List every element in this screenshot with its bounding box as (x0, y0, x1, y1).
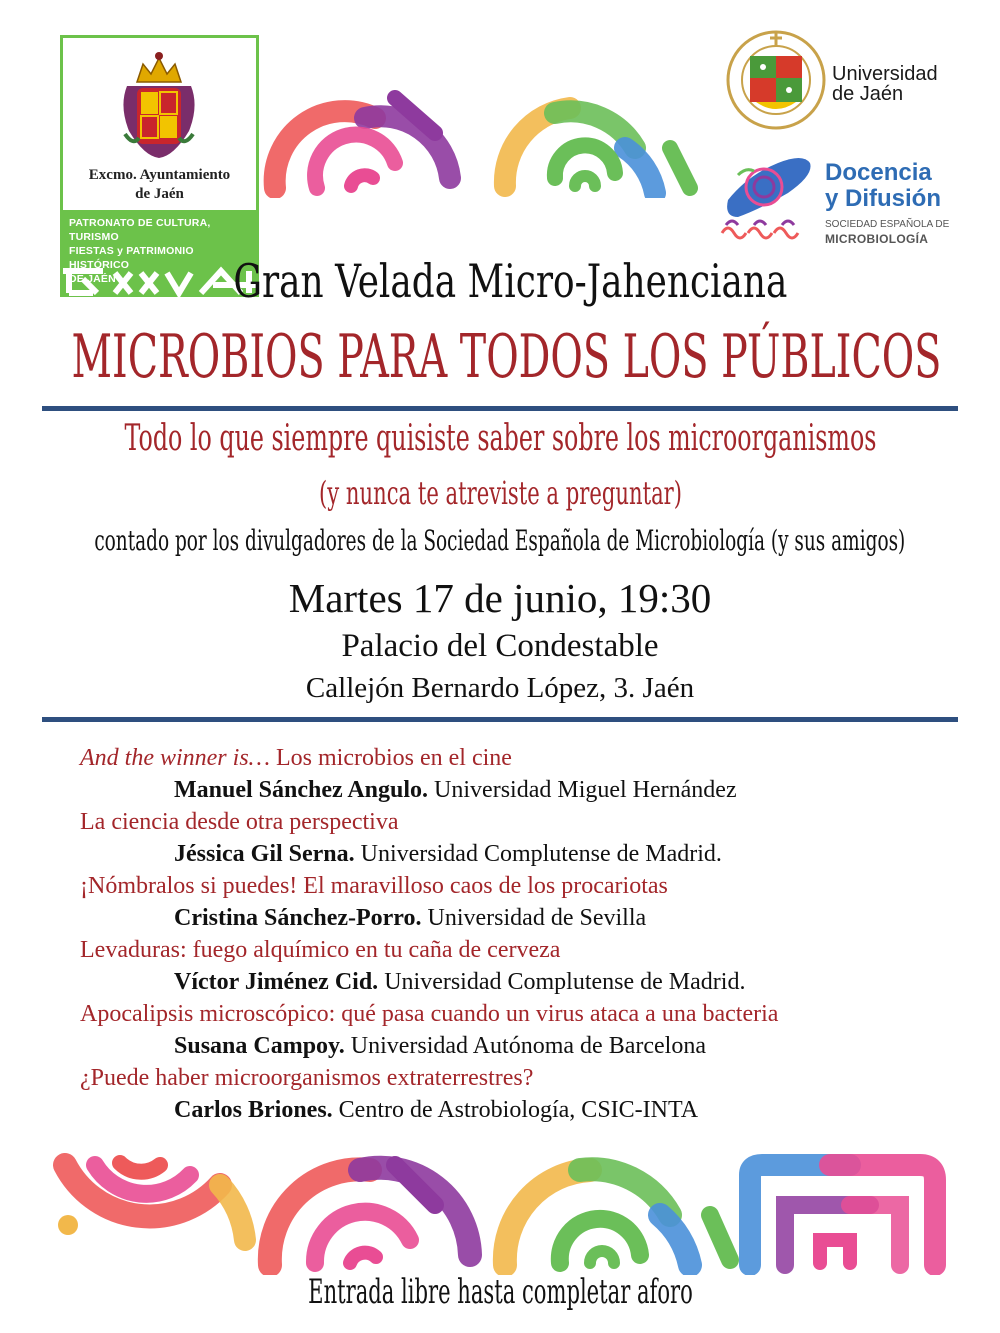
talk-item (80, 742, 960, 806)
talk-speaker: Cristina Sánchez-Porro. Universidad de Sevilla (174, 905, 647, 931)
ayuntamiento-name: Excmo. Ayuntamiento de Jaén (88, 167, 231, 202)
event-title: Gran Velada Micro-Jahenciana (233, 254, 788, 308)
coat-of-arms-icon (119, 46, 199, 166)
event-address: Callejón Bernardo López, 3. Jaén (305, 672, 695, 704)
talk-item (80, 870, 960, 934)
divider-bottom (42, 717, 958, 722)
talk-item (80, 998, 960, 1062)
talk-title: ¿Puede haber microorganismos extraterrestres? (80, 1065, 534, 1091)
docencia-title: Docencia y Difusión (825, 159, 942, 212)
talk-speaker: Manuel Sánchez Angulo. Universidad Miguel Hernández (174, 777, 737, 803)
microbe-logo-icon (718, 145, 818, 240)
talk-title: La ciencia desde otra perspectiva (80, 809, 399, 835)
talk-title: ¡Nómbralos si puedes! El maravilloso caos de los procariotas (80, 873, 668, 899)
talk-speaker: Carlos Briones. Centro de Astrobiología, CSIC-INTA (174, 1097, 699, 1123)
event-venue: Palacio del Condestable (341, 628, 659, 664)
event-subtitle-3: contado por los divulgadores de la Sociedad Española de Microbiología (y sus amigos) (94, 524, 906, 557)
universidad-name: Universidad de Jaén (832, 63, 938, 105)
talk-title: Levaduras: fuego alquímico en tu caña de cerveza (80, 937, 561, 963)
docencia-subtitle: SOCIEDAD ESPAÑOLA DE (825, 219, 950, 230)
event-date: Martes 17 de junio, 19:30 (288, 575, 712, 621)
microbe-arcs-top-art (255, 78, 705, 198)
patronato-text: PATRONATO DE CULTURA, TURISMO FIESTAS y PATRIMONIO HISTÓRICO DE JAÉN (69, 217, 211, 285)
talk-title: Apocalipsis microscópico: qué pasa cuando un virus ataca a una bacteria (80, 1001, 779, 1027)
talk-speaker: Jéssica Gil Serna. Universidad Complutense de Madrid. (174, 841, 722, 867)
talk-speaker: Susana Campoy. Universidad Autónoma de Barcelona (174, 1033, 706, 1059)
talks-list (80, 742, 960, 1126)
event-headline: MICROBIOS PARA TODOS LOS PÚBLICOS (71, 322, 942, 392)
talk-item (80, 1062, 960, 1126)
talk-item (80, 806, 960, 870)
divider-top (42, 406, 958, 411)
microbe-arcs-bottom-art (50, 1145, 950, 1275)
docencia-subtitle-bold: MICROBIOLOGÍA (825, 232, 929, 246)
universidad-seal-icon (726, 30, 826, 130)
event-subtitle-2: (y nunca te atreviste a preguntar) (319, 474, 682, 512)
event-subtitle-1: Todo lo que siempre quisiste saber sobre los microorganismos (124, 418, 877, 459)
talk-speaker: Víctor Jiménez Cid. Universidad Complutense de Madrid. (174, 969, 746, 995)
footer-note: Entrada libre hasta completar aforo (308, 1272, 693, 1312)
talk-title: And the winner is… Los microbios en el cine (80, 745, 512, 771)
talk-item (80, 934, 960, 998)
